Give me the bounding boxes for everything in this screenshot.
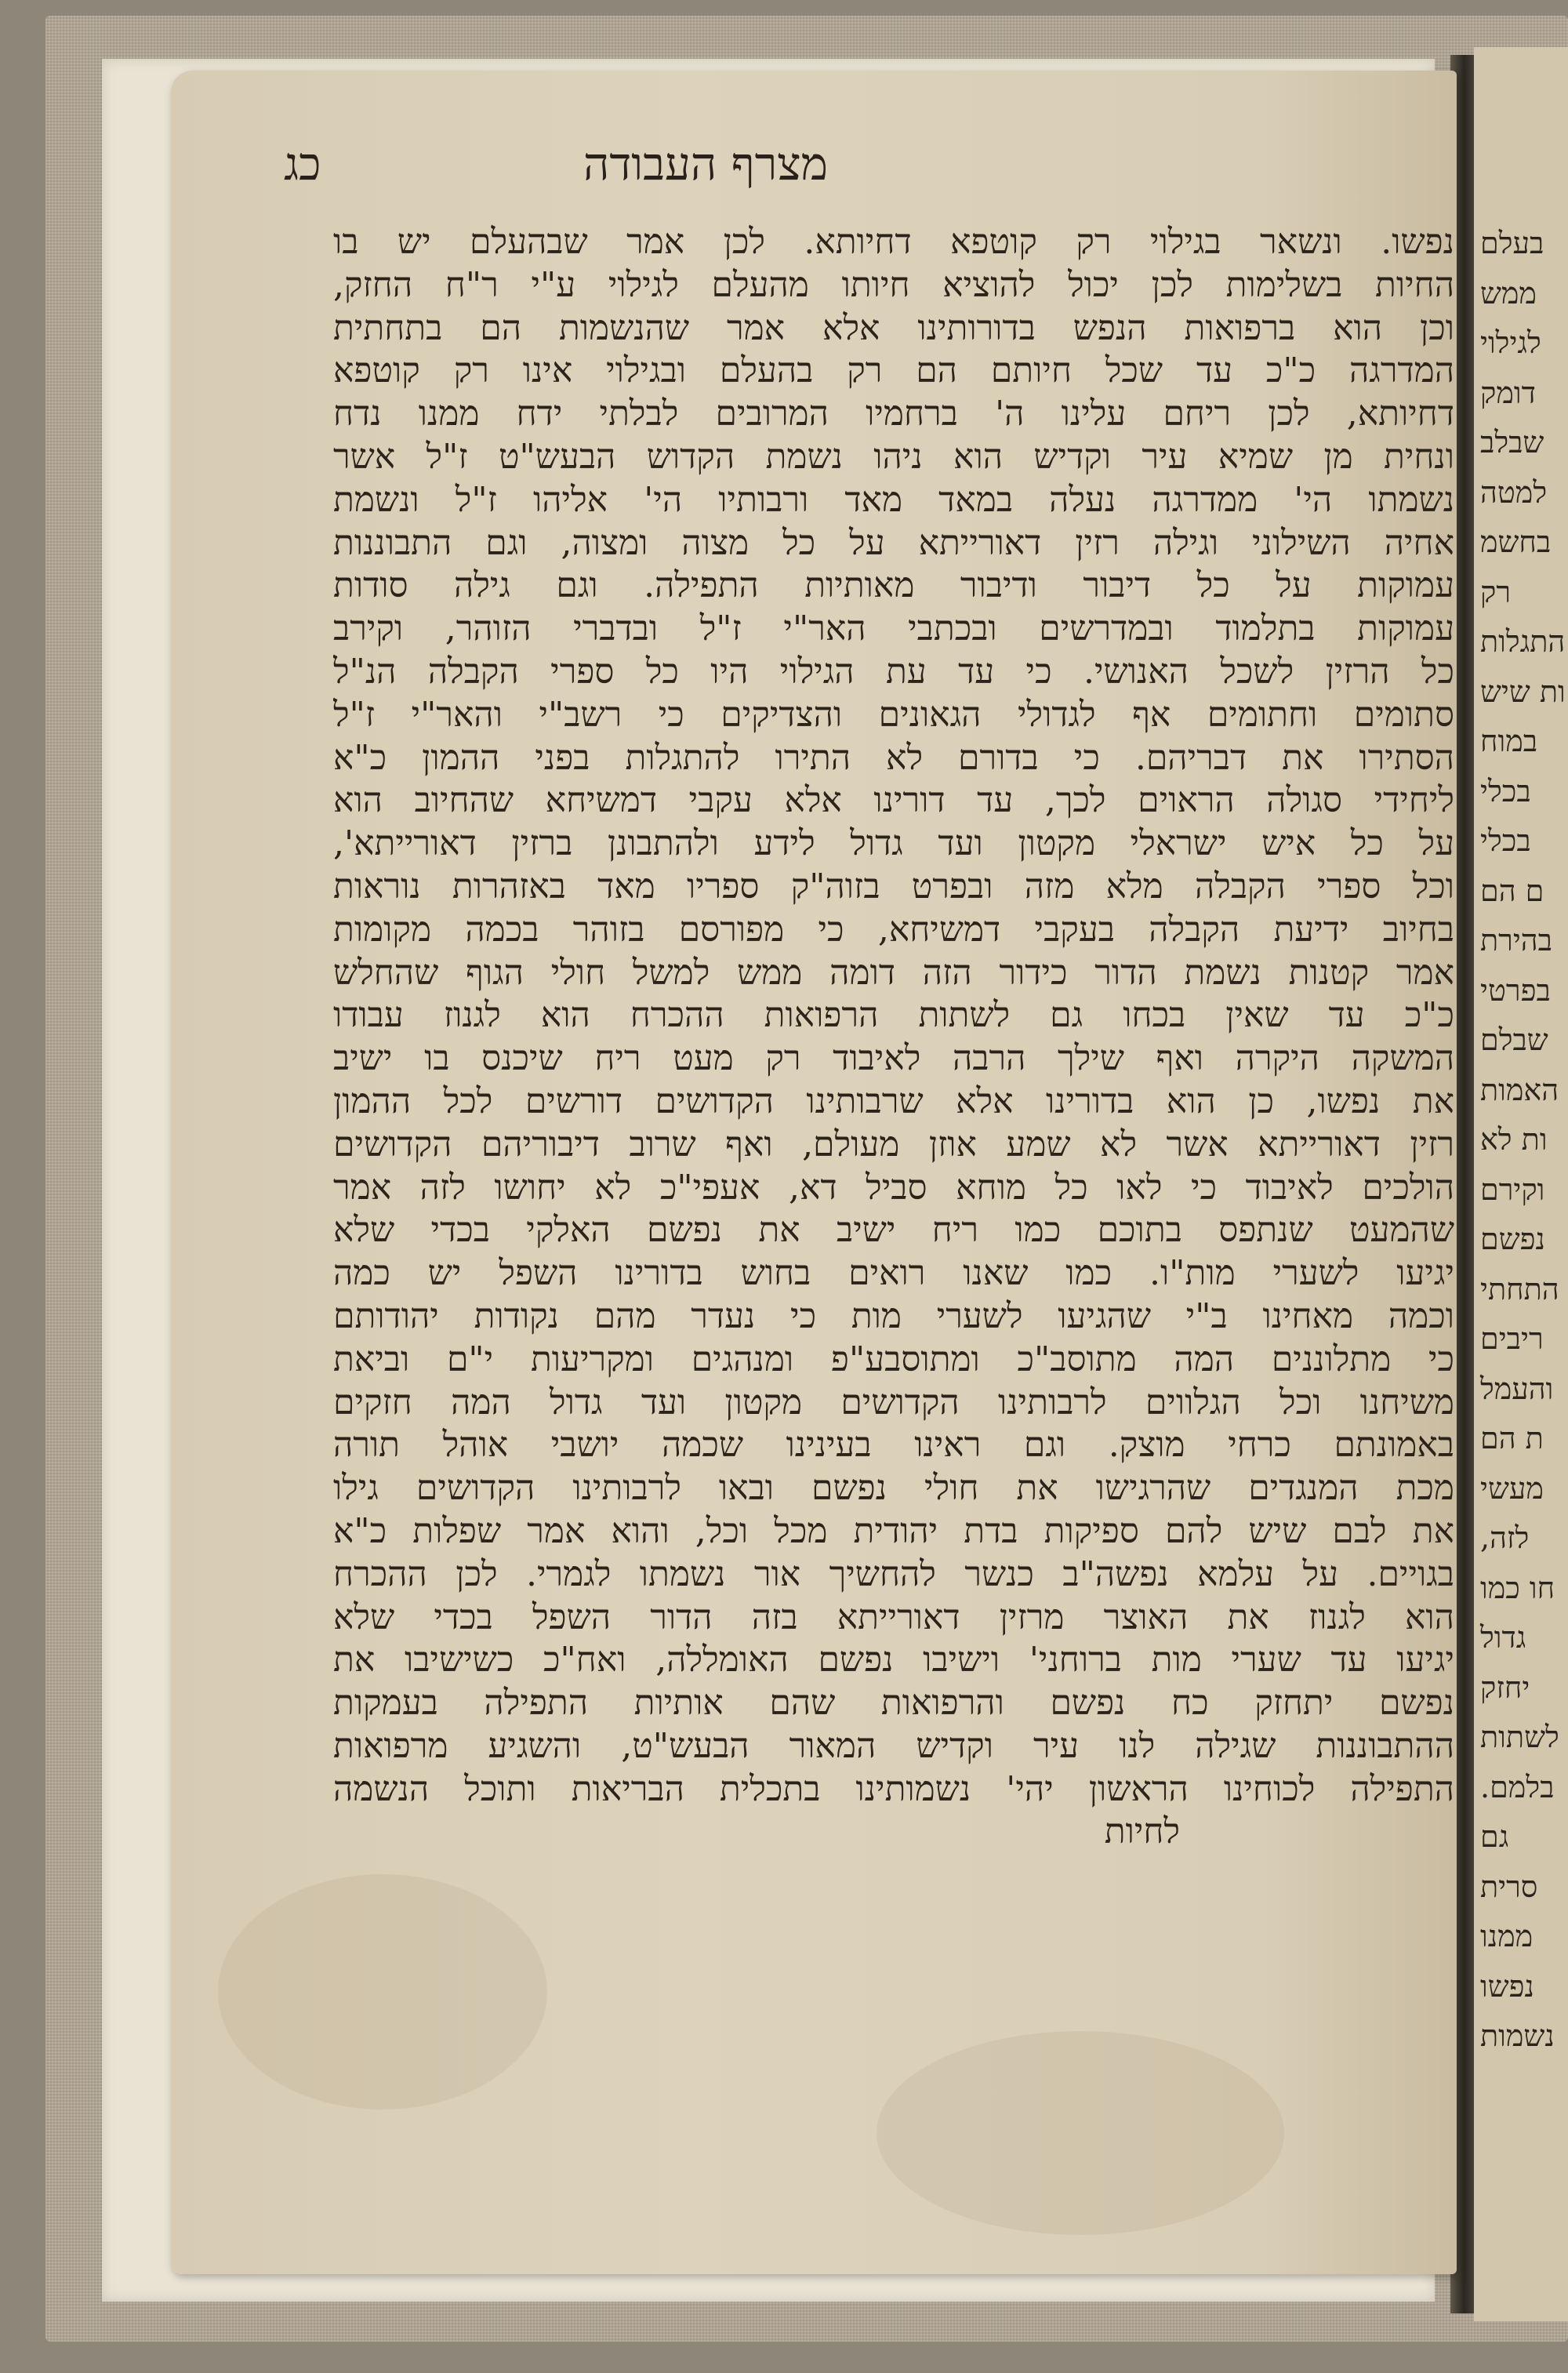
text-line: וכמה מאחינו ב"י שהגיעו לשערי מות כי נעדר מהם נקודות יהודותם: [333, 1296, 1454, 1336]
adjacent-page-fragment: ות לא: [1480, 1122, 1548, 1157]
text-line: החיות בשלימות לכן יכול להוציא חיותו מהעלם לגילוי ע"י ר"ח החזק,: [333, 264, 1454, 305]
adjacent-page-fragment: נפשו: [1480, 1968, 1534, 2004]
text-line: לחיות: [1104, 1812, 1180, 1852]
page-title: מצרף העבודה: [583, 137, 828, 191]
text-line: סתומים וחתומים אף לגדולי הגאונים והצדיקים כי רשב"י והאר"י ז"ל: [333, 694, 1454, 735]
text-line: אמר קטנות נשמת הדור כידור הזה דומה ממש למשל חולי הגוף שהחלש: [333, 952, 1454, 993]
text-line: התפילה לכוחינו הראשון יהי' נשמותינו בתכלית הבריאות ותוכל הנשמה: [333, 1768, 1454, 1809]
adjacent-page: [1474, 47, 1568, 2321]
text-line: הסתירו את דבריהם. כי בדורם לא התירו להתגלות בפני ההמון כ"א: [333, 737, 1454, 778]
text-line: עמוקות על כל דיבור ודיבור מאותיות התפילה. וגם גילה סודות: [333, 565, 1454, 606]
adjacent-page-fragment: בכלי: [1480, 773, 1531, 809]
adjacent-page-fragment: ות שיש: [1480, 674, 1566, 709]
text-line: משיחנו וכל הגלווים לרבותינו הקדושים מקטון ועד גדול המה חזקים: [333, 1382, 1454, 1423]
adjacent-page-fragment: דומק: [1480, 375, 1536, 410]
adjacent-page-fragment: וקירם: [1480, 1172, 1545, 1207]
adjacent-page-fragment: האמות: [1480, 1072, 1559, 1107]
text-line: וכל ספרי הקבלה מלא מזה ובפרט בזוה"ק ספריו מאד באזהרות נוראות: [333, 866, 1454, 907]
adjacent-page-fragment: לזה,: [1480, 1521, 1530, 1555]
adjacent-page-fragment: נפשם: [1480, 1222, 1545, 1256]
adjacent-page-fragment: יחזק: [1480, 1670, 1530, 1705]
text-line: אחיה השילוני וגילה רזין דאורייתא על כל מצוה ומצוה, וגם התבוננות: [333, 522, 1454, 563]
text-line: ליחידי סגולה הראוים לכך, עד דורינו אלא עקבי דמשיחא שהחיוב הוא: [333, 780, 1454, 821]
adjacent-page-fragment: והעמל: [1480, 1371, 1554, 1406]
text-line: נשמתו הי' ממדרגה נעלה במאד מאד ורבותיו הי' אליהו ז"ל ונשמת: [333, 479, 1454, 520]
page-body: [333, 221, 1454, 1854]
adjacent-page-fragment: גדול: [1480, 1620, 1526, 1655]
text-line: דחיותא, לכן ריחם עלינו ה' ברחמיו המרובים לבלתי ידח ממנו נדח: [333, 394, 1454, 434]
adjacent-page-fragment: שבלם: [1480, 1023, 1548, 1057]
text-line: עמוקות בתלמוד ובמדרשים ובכתבי האר"י ז"ל ובדברי הזוהר, וקירב: [333, 609, 1454, 649]
adjacent-page-fragment: במוח: [1480, 724, 1538, 758]
text-line: בגויים. על עלמא נפשה"ב כנשר להחשיך אור נשמתו לגמרי. לכן ההכרח: [333, 1554, 1454, 1594]
adjacent-page-fragment: גם: [1480, 1819, 1509, 1854]
adjacent-page-fragment: שבלב: [1480, 425, 1544, 460]
adjacent-page-fragment: ת הם: [1480, 1421, 1544, 1455]
text-line: ההתבוננות שגילה לנו עיר וקדיש המאור הבעש"ט, והשגיע מרפואות: [333, 1725, 1454, 1766]
text-line: הולכים לאיבוד כי לאו כל מוחא סביל דא, אעפי"כ לא יחושו לזה אמר: [333, 1167, 1454, 1208]
text-line: הוא לגנוז את האוצר מרזין דאורייתא בזה הדור השפל בכדי שלא: [333, 1597, 1454, 1637]
text-line: מכת המנגדים שהרגישו את חולי נפשם ובאו לרבותינו הקדושים גילו: [333, 1468, 1454, 1509]
text-line: נפשם יתחזק כח נפשם והרפואות שהם אותיות התפילה בעמקות: [333, 1683, 1454, 1724]
text-line: המשקה היקרה ואף שילך הרבה לאיבוד רק מעט ריח שיכנס בו ישיב: [333, 1038, 1454, 1079]
text-line: כל הרזין לשכל האנושי. כי עד עת הגילוי היו כל ספרי הקבלה הנ"ל: [333, 651, 1454, 692]
text-line: ונחית מן שמיא עיר וקדיש הוא ניהו נשמת הקדוש הבעש"ט ז"ל אשר: [333, 436, 1454, 477]
text-line: באמונתם כרחי מוצק. וגם ראינו בעינינו שכמה יושבי אוהל תורה: [333, 1425, 1454, 1466]
adjacent-page-fragment: בעלם: [1480, 226, 1544, 260]
adjacent-page-fragment: ריבים: [1480, 1321, 1544, 1356]
adjacent-page-fragment: בהירת: [1480, 923, 1552, 958]
text-line: המדרגה כ"כ עד שכל חיותם הם רק בהעלם ובגילוי אינו רק קוטפא: [333, 351, 1454, 391]
text-line: בחיוב ידיעת הקבלה בעקבי דמשיחא, כי מפורסם בזוהר בכמה מקומות: [333, 909, 1454, 950]
adjacent-page-fragment: סרית: [1480, 1869, 1538, 1904]
adjacent-page-fragment: ם הם: [1480, 873, 1544, 908]
adjacent-page-fragment: ממנו: [1480, 1919, 1534, 1953]
adjacent-page-fragment: בלמם.: [1480, 1769, 1555, 1804]
adjacent-page-fragment: חו כמו: [1480, 1570, 1555, 1605]
text-line: נפשו. ונשאר בגילוי רק קוטפא דחיותא. לכן אמר שבהעלם יש בו: [333, 222, 1454, 262]
adjacent-page-fragment: התחתי: [1480, 1271, 1559, 1306]
text-line: יגיעו לשערי מות"ו. כמו שאנו רואים בחוש בדורינו השפל יש כמה: [333, 1253, 1454, 1294]
adjacent-page-fragment: רק: [1480, 574, 1512, 609]
page-number: כג: [284, 137, 321, 191]
adjacent-page-fragment: נשמות: [1480, 2019, 1555, 2053]
adjacent-page-fragment: למטה: [1480, 474, 1548, 510]
adjacent-page-fragment: מעשי: [1480, 1470, 1544, 1506]
page-header: [284, 137, 1490, 200]
adjacent-page-fragment: לגילוי: [1480, 325, 1541, 360]
text-line: יגיעו עד שערי מות ברוחני' וישיבו נפשם האומללה, ואח"כ כשישיבו את: [333, 1640, 1454, 1681]
text-line: שהמעט שנתפס בתוכם כמו ריח ישיב את נפשם האלקי בכדי שלא: [333, 1210, 1454, 1251]
text-line: כ"כ עד שאין בכחו גם לשתות הרפואות ההכרח הוא לגנוז עבודו: [333, 995, 1454, 1036]
adjacent-page-fragment: בכלי: [1480, 823, 1531, 858]
text-line: את לבם שיש להם ספיקות בדת יהודית מכל וכל, והוא אמר שפלות כ"א: [333, 1510, 1454, 1551]
text-line: כי מתלוננים המה מתוסב"כ ומתוסבע"פ ומנהגים ומקריעות י"ם וביאת: [333, 1339, 1454, 1379]
text-line: רזין דאורייתא אשר לא שמע אוזן מעולם, ואף שרוב דיבוריהם הקדושים: [333, 1124, 1454, 1165]
text-line: וכן הוא ברפואות הנפש בדורותינו אלא אמר שהנשמות הם בתחתית: [333, 307, 1454, 348]
adjacent-page-fragment: לשתות: [1480, 1720, 1559, 1754]
text-line: את נפשו, כן הוא בדורינו אלא שרבותינו הקדושים דורשים לכל ההמון: [333, 1081, 1454, 1121]
adjacent-page-fragment: ממש: [1480, 275, 1537, 311]
adjacent-page-fragment: בפרטי: [1480, 972, 1551, 1008]
adjacent-page-fragment: בחשמ: [1480, 525, 1552, 559]
text-line: על כל איש ישראלי מקטון ועד גדול לידע ולהתבונן ברזין דאורייתא',: [333, 823, 1454, 864]
adjacent-page-fragment: התגלות: [1480, 624, 1566, 659]
